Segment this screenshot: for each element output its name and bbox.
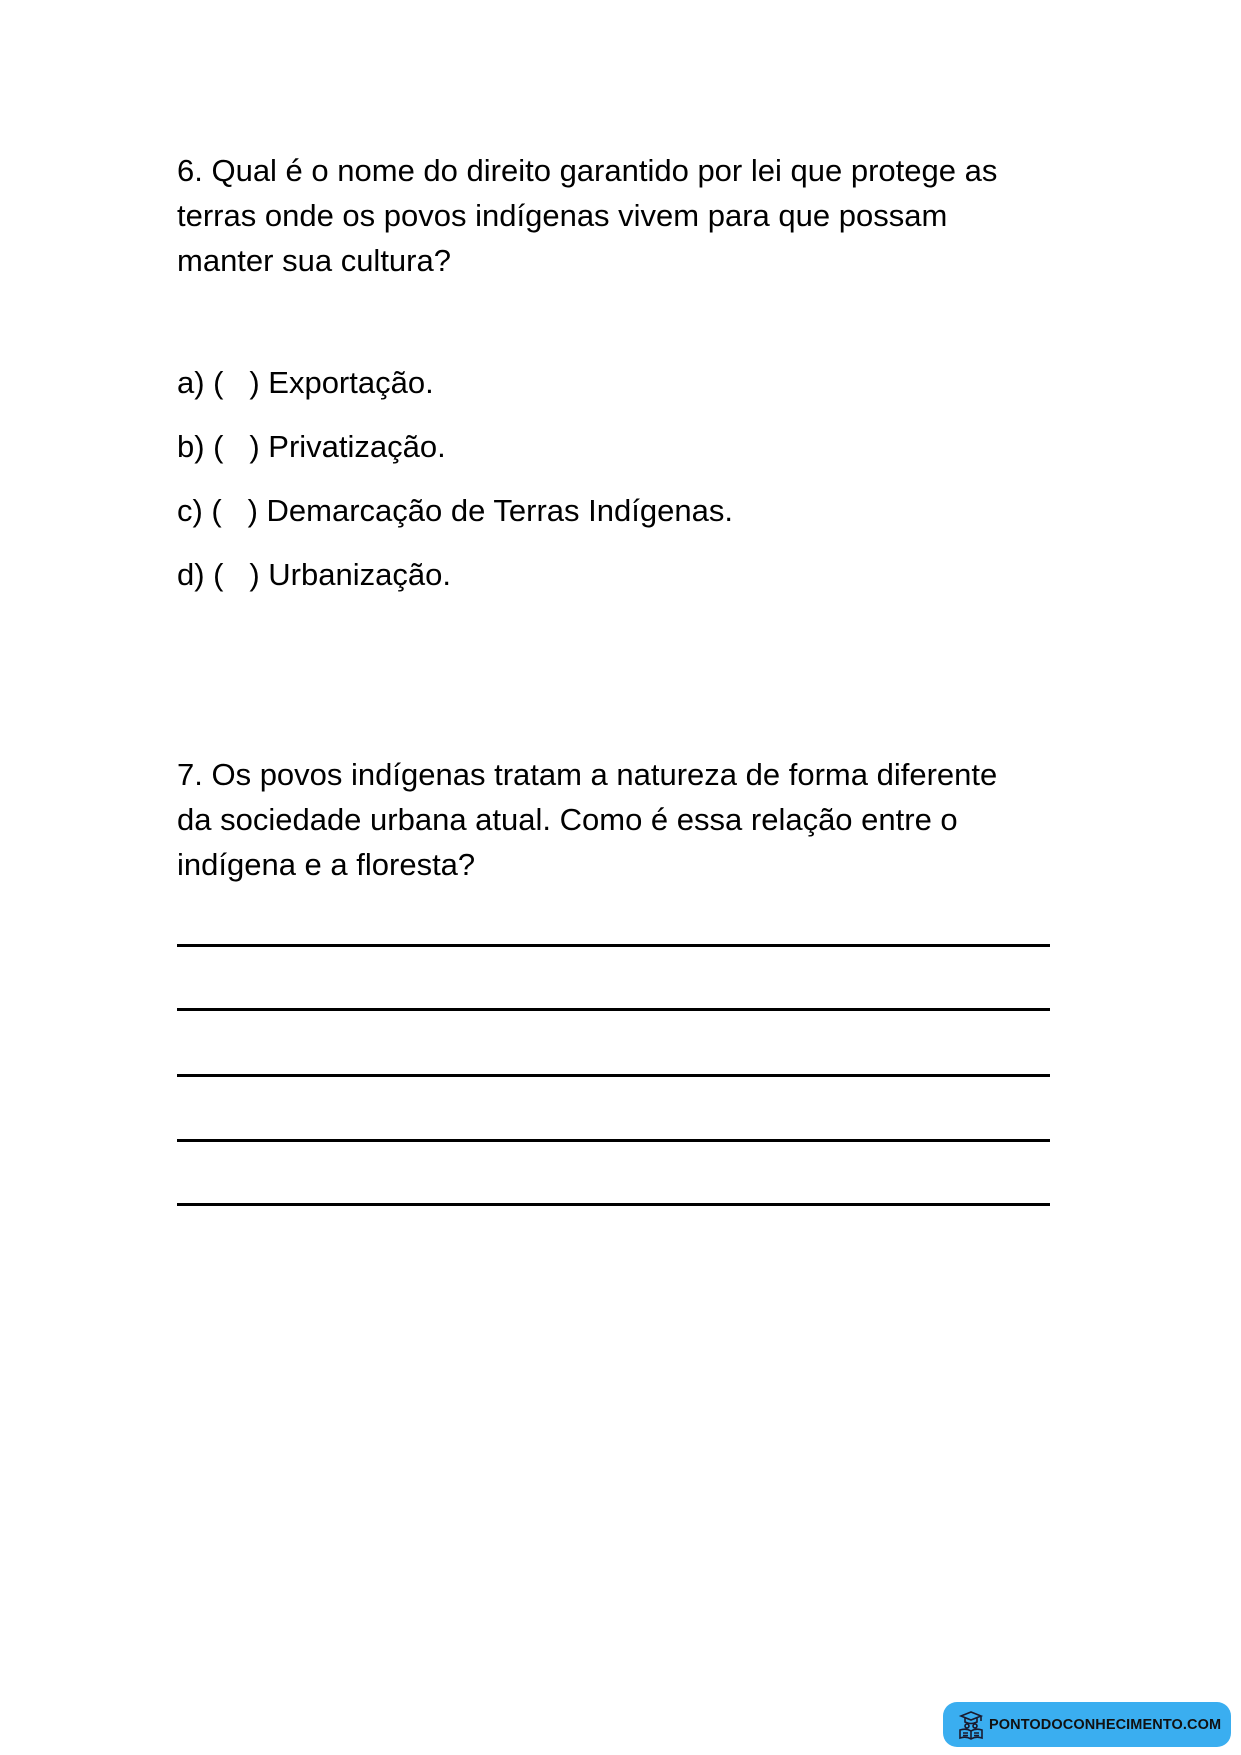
answer-line[interactable] (177, 1008, 1050, 1011)
question-6-line: terras onde os povos indígenas vivem para que possam (177, 198, 948, 233)
question-7-text (177, 752, 1077, 887)
question-7-line: indígena e a floresta? (177, 847, 476, 882)
graduate-reading-book-icon (957, 1709, 985, 1741)
badge-text: PONTODOCONHECIMENTO.COM (989, 1716, 1222, 1733)
question-6-line: manter sua cultura? (177, 243, 451, 278)
option-d[interactable]: d) ( ) Urbanização. (177, 557, 451, 592)
question-7-line: 7. Os povos indígenas tratam a natureza de forma diferente (177, 757, 998, 792)
option-b[interactable]: b) ( ) Privatização. (177, 429, 446, 464)
answer-line[interactable] (177, 1139, 1050, 1142)
question-6-text (177, 148, 1077, 283)
option-a[interactable]: a) ( ) Exportação. (177, 365, 434, 400)
site-badge[interactable] (943, 1702, 1231, 1747)
answer-line[interactable] (177, 944, 1050, 947)
answer-line[interactable] (177, 1203, 1050, 1206)
option-c[interactable]: c) ( ) Demarcação de Terras Indígenas. (177, 493, 733, 528)
question-7-line: da sociedade urbana atual. Como é essa relação entre o (177, 802, 958, 837)
answer-line[interactable] (177, 1074, 1050, 1077)
question-6-line: 6. Qual é o nome do direito garantido por lei que protege as (177, 153, 998, 188)
